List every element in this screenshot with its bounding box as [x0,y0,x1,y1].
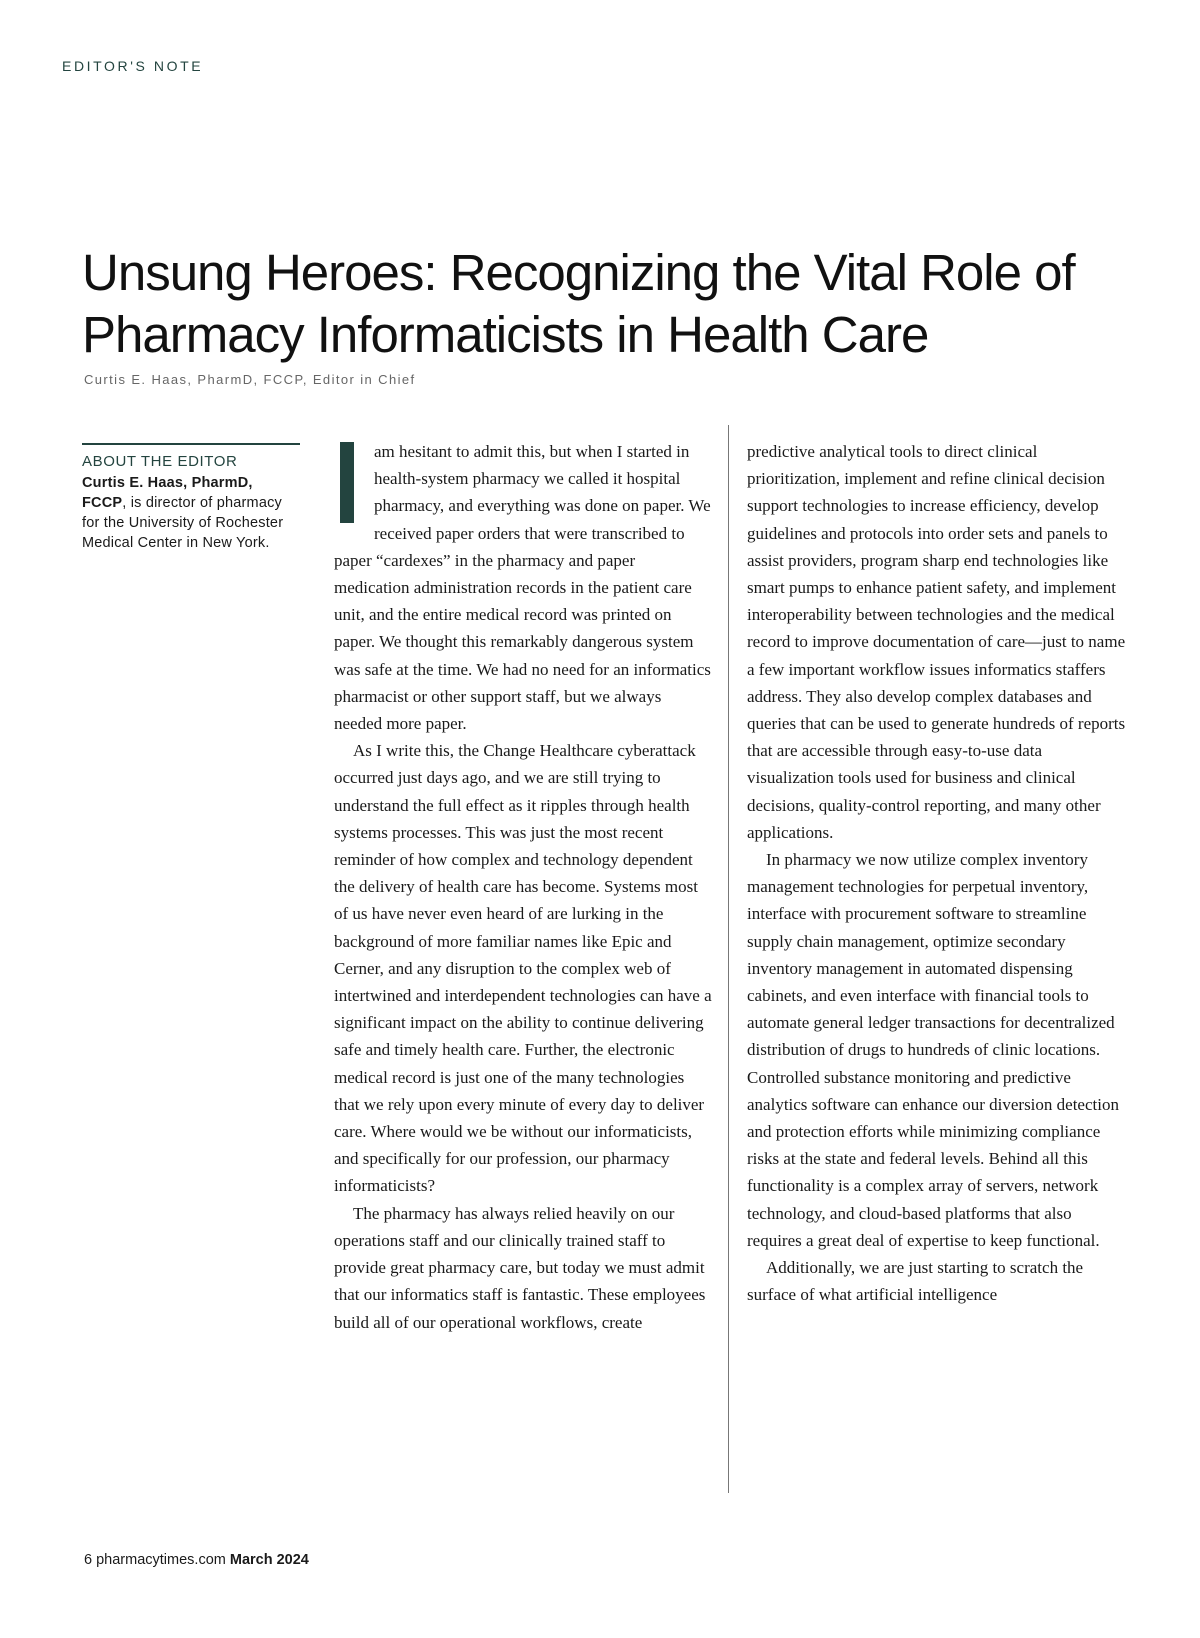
editor-name: Curtis E. Haas, PharmD, FCCP [82,475,253,511]
article-headline: Unsung Heroes: Recognizing the Vital Role of Pharmacy Informaticists in Health Care [82,244,1075,363]
paragraph-2: As I write this, the Change Healthcare cyberattack occurred just days ago, and we are still trying to understand the full effect as it ripples through health systems processes. This was just the most recent reminder of how complex and technology dependent the delivery of health care has become. Systems most of us have never even heard of are lurking in the background of more familiar names like Epic and Cerner, and any disruption to the complex web of intertwined and interdependent technologies can have a significant impact on the ability to continue delivering safe and timely health care. Further, the electronic medical record is just one of the many technologies that we rely upon every minute of every day to deliver care. Where would we be without our informaticists, and specifically for our profession, our pharmacy informaticists? [334,741,712,1196]
byline: Curtis E. Haas, PharmD, FCCP, Editor in Chief [84,372,416,387]
page-footer [84,1552,309,1568]
editor-description: , is director of pharmacy for the University of Rochester Medical Center in New York. [82,495,284,551]
footer-site: pharmacytimes.com [96,1552,226,1568]
paragraph-5: Additionally, we are just starting to scratch the surface of what artificial intelligence [747,1258,1084,1305]
article-column-1 [334,438,712,1336]
about-the-editor-box [82,443,300,553]
about-body [82,473,300,553]
paragraph-3: The pharmacy has always relied heavily on our operations staff and our clinically trained staff to provide great pharmacy care, but today we must admit that our informatics staff is fantastic. These employees build all of our operational workflows, create [334,1203,706,1332]
paragraph-1 [334,438,712,737]
paragraph-4: In pharmacy we now utilize complex inventory management technologies for perpetual inventory, interface with procurement software to streamline supply chain management, optimize secondary inventory management in automated dispensing cabinets, and even interface with financial tools to automate general ledger transactions for decentralized distribution of drugs to hundreds of clinic locations. Controlled substance monitoring and predictive analytics software can enhance our diversion detection and protection efforts while minimizing compliance risks at the state and federal levels. Behind all this functionality is a complex array of servers, network technology, and cloud-based platforms that also requires a great deal of expertise to keep functional. [747,850,1119,1250]
footer-date: March 2024 [229,1552,309,1568]
page-number: 6 [84,1552,93,1568]
paragraph-3-continued: predictive analytical tools to direct clinical prioritization, implement and refine clinical decision support technologies to increase efficiency, develop guidelines and protocols into order sets and panels to assist providers, program sharp end technologies like smart pumps to enhance patient safety, and implement interoperability between technologies and the medical record to improve documentation of care—just to name a few important workflow issues informatics staffers address. They also develop complex databases and queries that can be used to generate hundreds of reports that are accessible through easy-to-use data visualization tools used for business and clinical decisions, quality-control reporting, and many other applications. [747,442,1126,842]
drop-cap [340,442,354,523]
section-label: EDITOR'S NOTE [62,58,204,74]
about-heading: ABOUT THE EDITOR [82,453,238,470]
column-divider [728,425,729,1493]
paragraph-1-text: am hesitant to admit this, but when I started in health-system pharmacy we called it hospital pharmacy, and everything was done on paper. We received paper orders that were transcribed to paper “cardexes” in the pharmacy and paper medication administration records in the patient care unit, and the entire medical record was printed on paper. We thought this remarkably dangerous system was safe at the time. We had no need for an informatics pharmacist or other support staff, but we always needed more paper. [334,442,711,734]
article-column-2 [747,438,1127,1309]
